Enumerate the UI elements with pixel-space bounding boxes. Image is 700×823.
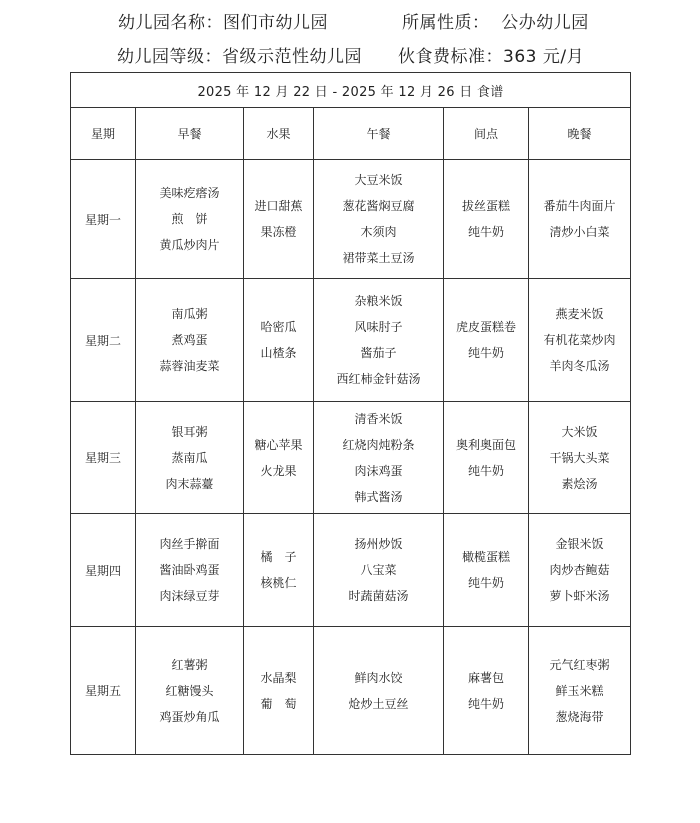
menu-item: 果冻橙 — [260, 225, 297, 239]
day-cell: 星期二 — [71, 279, 136, 402]
table-row-friday — [71, 627, 631, 755]
lunch-cell — [314, 627, 444, 755]
table-row-wednesday — [71, 402, 631, 514]
menu-item: 纯牛奶 — [467, 346, 504, 360]
menu-item: 橄榄蛋糕 — [461, 550, 510, 564]
menu-item: 红薯粥 — [171, 657, 208, 672]
lunch-cell — [314, 279, 444, 402]
menu-item: 麻薯包 — [467, 670, 504, 685]
fruit-cell — [244, 514, 314, 627]
menu-item: 葱烧海带 — [555, 709, 604, 724]
menu-item: 扬州炒饭 — [354, 537, 403, 551]
menu-item: 火龙果 — [260, 463, 297, 478]
menu-item: 羊肉冬瓜汤 — [549, 359, 610, 373]
lunch-cell — [314, 514, 444, 627]
menu-item: 清炒小白菜 — [549, 225, 610, 239]
menu-title: 2025 年 12 月 22 日 - 2025 年 12 月 26 日 食谱 — [71, 73, 631, 108]
breakfast-cell — [136, 160, 244, 279]
menu-item: 葡 萄 — [260, 696, 297, 711]
menu-item: 哈密瓜 — [260, 320, 297, 334]
breakfast-cell — [136, 514, 244, 627]
menu-item: 裙带菜土豆汤 — [342, 251, 415, 265]
menu-item: 肉沫鸡蛋 — [354, 463, 403, 478]
menu-item: 红糖馒头 — [165, 683, 214, 698]
menu-item: 进口甜蕉 — [254, 199, 303, 213]
menu-item: 肉丝手擀面 — [159, 537, 220, 551]
snack-cell — [444, 514, 529, 627]
menu-item: 鲜肉水饺 — [354, 670, 403, 685]
menu-item: 元气红枣粥 — [549, 657, 610, 672]
kindergarten-level: 幼儿园等级：省级示范性幼儿园 — [117, 47, 362, 67]
menu-item: 韩式酱汤 — [354, 489, 403, 504]
menu-item: 蒜蓉油麦菜 — [159, 359, 220, 373]
column-header-breakfast: 早餐 — [136, 108, 244, 160]
column-header-day: 星期 — [71, 108, 136, 160]
fruit-cell — [244, 160, 314, 279]
breakfast-cell — [136, 402, 244, 514]
menu-item: 红烧肉炖粉条 — [342, 437, 415, 452]
menu-item: 酱油卧鸡蛋 — [159, 563, 220, 577]
menu-item: 萝卜虾米汤 — [549, 589, 610, 603]
menu-item: 素烩汤 — [561, 476, 598, 491]
menu-item: 橘 子 — [260, 550, 297, 564]
table-row-monday — [71, 160, 631, 279]
menu-item: 肉炒杏鲍菇 — [549, 563, 610, 577]
menu-item: 八宝菜 — [360, 563, 397, 577]
weekly-menu-table — [70, 72, 631, 755]
menu-item: 大米饭 — [561, 424, 598, 439]
menu-item: 蒸南瓜 — [171, 450, 208, 465]
dinner-cell — [529, 279, 631, 402]
column-header-snack: 间点 — [444, 108, 529, 160]
menu-item: 鸡蛋炒角瓜 — [159, 709, 220, 724]
table-row-tuesday — [71, 279, 631, 402]
day-cell: 星期一 — [71, 160, 136, 279]
menu-item: 纯牛奶 — [467, 225, 504, 239]
menu-item: 糖心苹果 — [254, 437, 303, 452]
menu-item: 有机花菜炒肉 — [543, 333, 616, 347]
column-header-fruit: 水果 — [244, 108, 314, 160]
menu-item: 燕麦米饭 — [555, 307, 604, 321]
column-header-dinner: 晚餐 — [529, 108, 631, 160]
menu-item: 虎皮蛋糕卷 — [455, 320, 516, 334]
dinner-cell — [529, 402, 631, 514]
menu-item: 炝炒土豆丝 — [348, 696, 409, 711]
menu-item: 酱茄子 — [360, 346, 397, 360]
menu-item: 奥利奥面包 — [455, 437, 516, 452]
menu-item: 南瓜粥 — [171, 307, 208, 321]
menu-item: 纯牛奶 — [467, 463, 504, 478]
menu-item: 纯牛奶 — [467, 696, 504, 711]
meal-fee-standard: 伙食费标准：363 元/月 — [398, 47, 585, 67]
table-row-thursday — [71, 514, 631, 627]
menu-item: 煎 饼 — [171, 212, 208, 226]
dinner-cell — [529, 160, 631, 279]
snack-cell — [444, 402, 529, 514]
fruit-cell — [244, 402, 314, 514]
fruit-cell — [244, 279, 314, 402]
snack-cell — [444, 160, 529, 279]
menu-item: 纯牛奶 — [467, 576, 504, 590]
menu-item: 鲜玉米糕 — [555, 683, 604, 698]
menu-item: 杂粮米饭 — [354, 294, 403, 308]
column-header-lunch: 午餐 — [314, 108, 444, 160]
menu-item: 清香米饭 — [354, 411, 403, 426]
snack-cell — [444, 627, 529, 755]
breakfast-cell — [136, 627, 244, 755]
menu-item: 葱花酱焖豆腐 — [342, 199, 415, 213]
ownership-type: 所属性质： 公办幼儿园 — [402, 13, 589, 33]
menu-item: 木须肉 — [360, 225, 397, 239]
snack-cell — [444, 279, 529, 402]
menu-item: 大豆米饭 — [354, 173, 403, 187]
menu-item: 拔丝蛋糕 — [461, 199, 510, 213]
menu-item: 风味肘子 — [354, 320, 403, 334]
menu-item: 核桃仁 — [260, 576, 297, 590]
menu-item: 美味疙瘩汤 — [159, 186, 220, 200]
day-cell: 星期五 — [71, 627, 136, 755]
day-cell: 星期四 — [71, 514, 136, 627]
menu-item: 水晶梨 — [260, 670, 297, 685]
menu-item: 煮鸡蛋 — [171, 333, 208, 347]
menu-item: 肉沫绿豆芽 — [159, 589, 220, 603]
menu-item: 银耳粥 — [171, 424, 208, 439]
dinner-cell — [529, 514, 631, 627]
menu-item: 金银米饭 — [555, 537, 604, 551]
lunch-cell — [314, 160, 444, 279]
menu-item: 干锅大头菜 — [549, 450, 610, 465]
menu-item: 番茄牛肉面片 — [543, 199, 616, 213]
menu-item: 时蔬菌菇汤 — [348, 589, 409, 603]
menu-item: 山楂条 — [260, 346, 297, 360]
dinner-cell — [529, 627, 631, 755]
breakfast-cell — [136, 279, 244, 402]
header-row — [71, 108, 631, 160]
menu-item: 黄瓜炒肉片 — [159, 238, 220, 252]
lunch-cell — [314, 402, 444, 514]
day-cell: 星期三 — [71, 402, 136, 514]
menu-item: 肉末蒜薹 — [165, 476, 214, 491]
fruit-cell — [244, 627, 314, 755]
kindergarten-name: 幼儿园名称：图们市幼儿园 — [118, 13, 328, 33]
menu-item: 西红柿金针菇汤 — [336, 372, 421, 386]
